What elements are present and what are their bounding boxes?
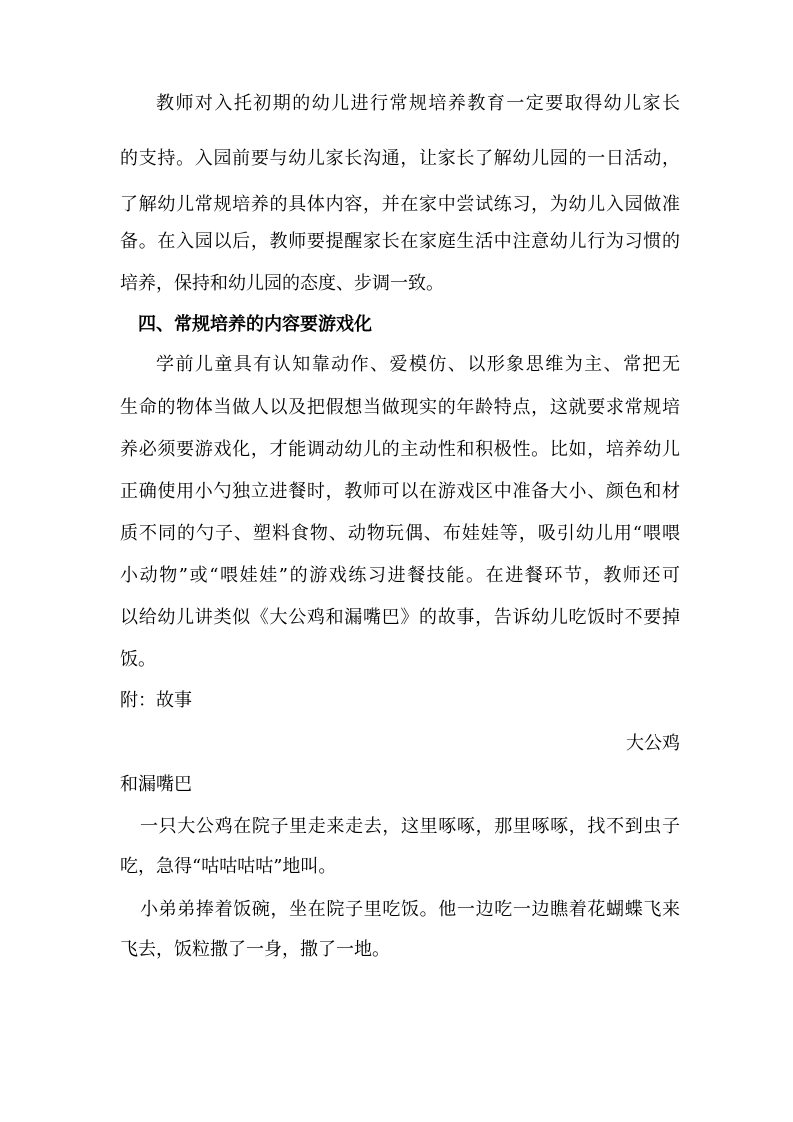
paragraph-line: 学前儿童具有认知靠动作、爱模仿、以形象思维为主、常把无 [156,354,680,375]
paragraph-line: 以给幼儿讲类似《大公鸡和漏嘴巴》的故事，告诉幼儿吃饭时不要掉 [120,607,680,628]
paragraph-line: 培养，保持和幼儿园的态度、步调一致。 [120,273,444,294]
story-line: 一只大公鸡在院子里走来走去，这里啄啄，那里啄啄，找不到虫子 [140,816,680,837]
paragraph-line: 养必须要游戏化，才能调动幼儿的主动性和积极性。比如，培养幼儿 [120,439,680,460]
story-line: 飞去，饭粒撒了一身，撒了一地。 [120,939,390,960]
paragraph-line: 生命的物体当做人以及把假想当做现实的年龄特点，这就要求常规培 [120,397,680,418]
paragraph-line: 质不同的勺子、塑料食物、动物玩偶、布娃娃等，吸引幼儿用“喂喂 [120,523,680,544]
section-heading: 四、常规培养的内容要游戏化 [138,314,372,335]
paragraph-line: 正确使用小勺独立进餐时，教师可以在游戏区中准备大小、颜色和材 [120,481,680,502]
story-title-part2: 和漏嘴巴 [120,774,192,795]
paragraph-line: 的支持。入园前要与幼儿家长沟通，让家长了解幼儿园的一日活动， [120,148,680,169]
paragraph-line: 备。在入园以后，教师要提醒家长在家庭生活中注意幼儿行为习惯的 [120,231,680,252]
paragraph-line: 饭。 [120,649,156,670]
paragraph-line: 教师对入托初期的幼儿进行常规培养教育一定要取得幼儿家长 [156,93,680,114]
paragraph-line: 了解幼儿常规培养的具体内容，并在家中尝试练习，为幼儿入园做准 [120,194,680,215]
story-title-part1: 大公鸡 [626,733,680,754]
story-line: 吃，急得“咕咕咕咕”地叫。 [120,856,337,877]
paragraph-line: 小动物”或“喂娃娃”的游戏练习进餐技能。在进餐环节，教师还可 [120,565,680,586]
story-line: 小弟弟捧着饭碗，坐在院子里吃饭。他一边吃一边瞧着花蝴蝶飞来 [140,899,680,920]
appendix-label: 附：故事 [120,690,192,711]
